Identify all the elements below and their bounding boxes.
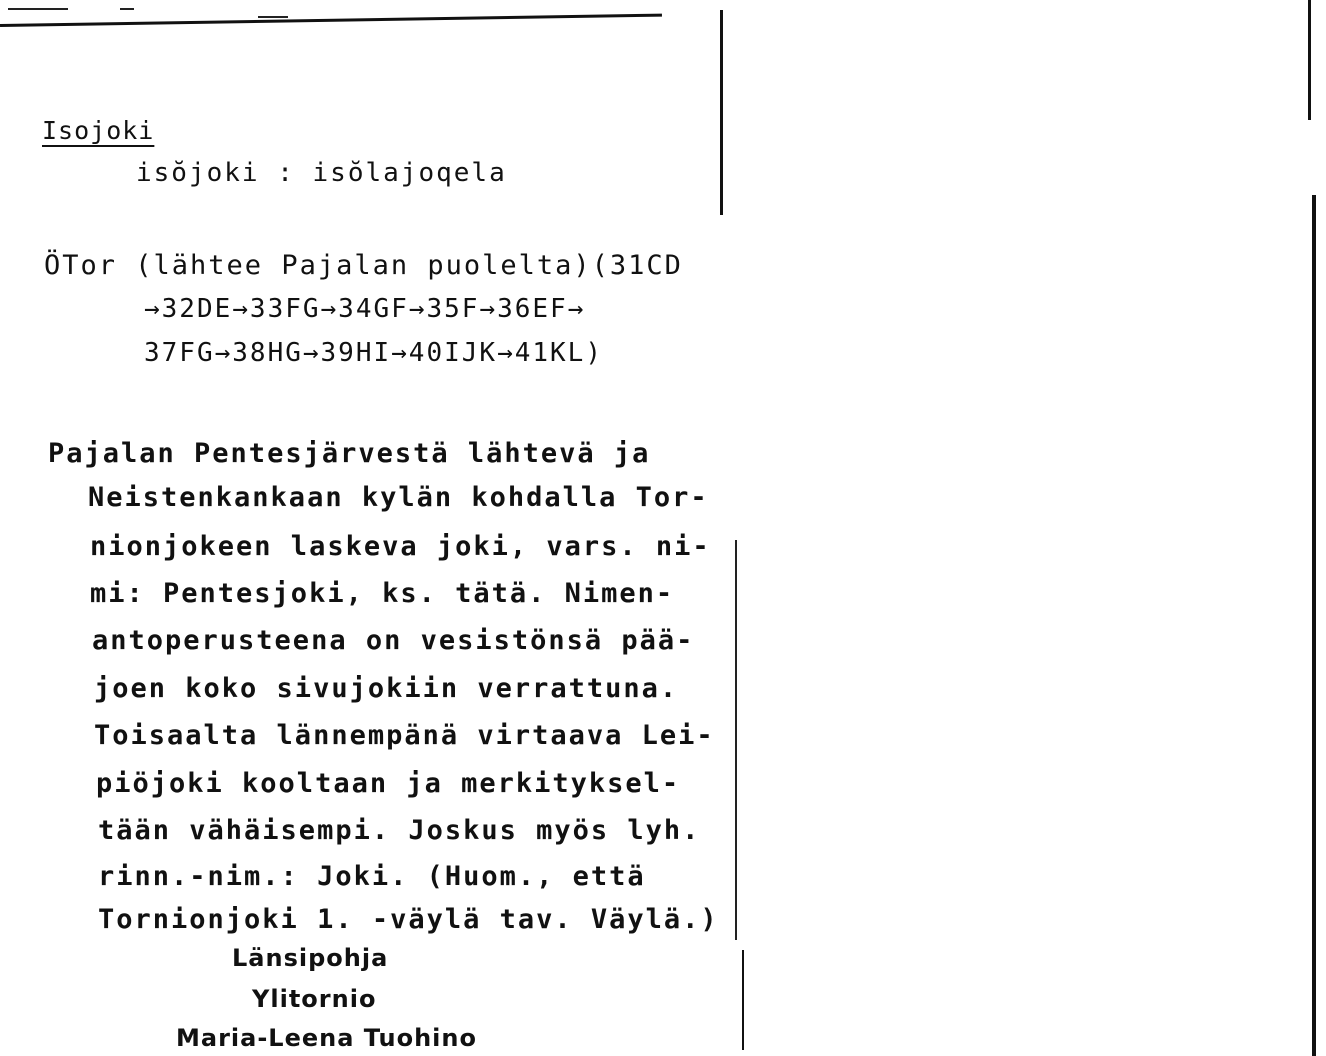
card-right-edge — [735, 540, 737, 940]
description-line: Neistenkankaan kylän kohdalla Tor- — [88, 482, 709, 513]
source-line: ÖTor (lähtee Pajalan puolelta)(31CD — [44, 250, 683, 281]
source-line: →32DE→33FG→34GF→35F→36EF→ — [144, 294, 586, 324]
description-line: mi: Pentesjoki, ks. tätä. Nimen- — [90, 578, 675, 609]
description-line: Tornionjoki 1. -väylä tav. Väylä.) — [98, 904, 719, 935]
card-right-edge — [742, 950, 744, 1050]
description-line: rinn.-nim.: Joki. (Huom., että — [98, 861, 646, 892]
card-top-edge — [0, 14, 662, 27]
stamp-region: Länsipohja — [232, 944, 389, 972]
description-line: Pajalan Pentesjärvestä lähtevä ja — [48, 438, 651, 469]
card-right-edge — [720, 10, 723, 215]
scan-border-line — [1312, 195, 1316, 1056]
description-line: antoperusteena on vesistönsä pää- — [92, 625, 695, 656]
stress-notation: isŏjoki : isŏlajoqela — [136, 158, 507, 188]
source-line: 37FG→38HG→39HI→40IJK→41KL) — [144, 338, 603, 368]
scan-mark — [8, 8, 68, 10]
scan-mark — [258, 16, 288, 18]
scan-border-line — [1308, 0, 1311, 120]
description-line: Toisaalta lännempänä virtaava Lei- — [94, 720, 715, 751]
entry-heading: Isojoki — [42, 116, 155, 145]
stamp-collector: Maria-Leena Tuohino — [176, 1024, 477, 1052]
description-line: piöjoki kooltaan ja merkityksel- — [96, 768, 681, 799]
scan-mark — [120, 8, 134, 10]
description-line: nionjokeen laskeva joki, vars. ni- — [90, 531, 711, 562]
description-line: joen koko sivujokiin verrattuna. — [94, 673, 679, 704]
description-line: tään vähäisempi. Joskus myös lyh. — [98, 815, 701, 846]
stamp-municipality: Ylitornio — [252, 985, 377, 1013]
